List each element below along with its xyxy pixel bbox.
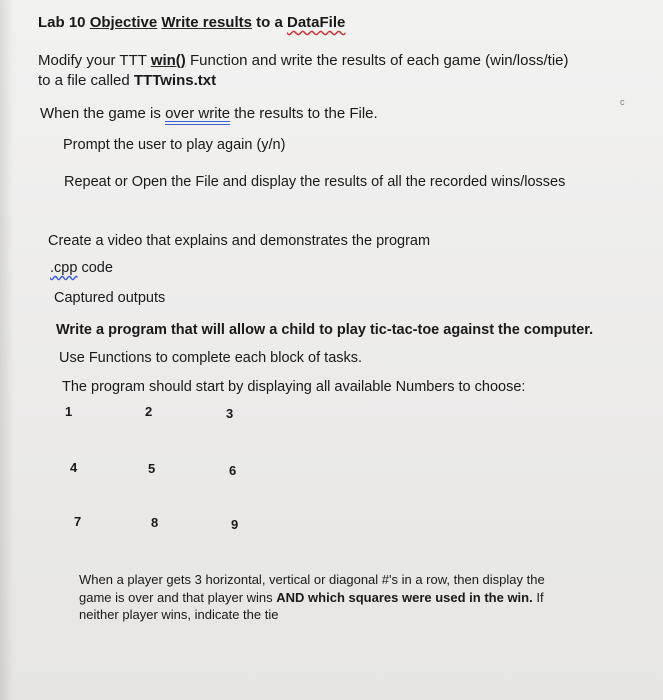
grid-number-6: 6 xyxy=(229,463,237,478)
title-write-results: Write results xyxy=(161,14,252,31)
grid-number-9: 9 xyxy=(231,517,239,532)
grid-number-1: 1 xyxy=(65,404,73,419)
use-functions-line: Use Functions to complete each block of tasks. xyxy=(59,350,363,366)
grid-number-3: 3 xyxy=(226,406,234,421)
title-objective: Objective xyxy=(89,14,158,31)
grid-number-4: 4 xyxy=(70,460,78,475)
win-function: win() xyxy=(150,52,186,69)
title-to-a: to a xyxy=(251,14,287,31)
repeat-line: Repeat or Open the File and display the results of all the recorded wins/losses xyxy=(64,174,566,190)
start-display-line: The program should start by displaying all available Numbers to choose: xyxy=(62,379,526,395)
cpp-line xyxy=(50,259,113,277)
title-prefix: Lab 10 xyxy=(38,14,90,31)
bottom-line-2c: If xyxy=(532,590,544,605)
grid-number-2: 2 xyxy=(145,404,153,419)
bottom-line-2 xyxy=(79,589,544,607)
overwrite-line xyxy=(40,105,378,123)
modify-suffix: Function and write the results of each game (win/loss/tie) xyxy=(185,52,569,69)
grid-number-7: 7 xyxy=(74,514,82,529)
captured-line: Captured outputs xyxy=(54,290,166,306)
grid-number-5: 5 xyxy=(148,461,156,476)
bottom-line-3: neither player wins, indicate the tie xyxy=(79,607,279,622)
over-write: over write xyxy=(165,105,231,122)
grid-number-8: 8 xyxy=(151,515,159,530)
prompt-line: Prompt the user to play again (y/n) xyxy=(63,137,286,153)
cpp-code: code xyxy=(77,260,113,276)
file-prefix: to a file called xyxy=(38,72,134,89)
overwrite-suffix: the results to the File. xyxy=(230,105,378,122)
file-line xyxy=(38,72,216,90)
lab-title xyxy=(38,14,345,32)
title-datafile: DataFile xyxy=(287,14,346,31)
filename: TTTwins.txt xyxy=(133,72,217,89)
modify-prefix: Modify your TTT xyxy=(38,52,151,69)
side-mark: c xyxy=(620,97,625,107)
video-line: Create a video that explains and demonstrates the program xyxy=(48,233,431,249)
bottom-line-2a: game is over and that player wins xyxy=(79,590,277,605)
write-program-line: Write a program that will allow a child to play tic-tac-toe against the computer. xyxy=(56,322,594,338)
bottom-line-1: When a player gets 3 horizontal, vertical or diagonal #'s in a row, then display the xyxy=(79,572,545,587)
bottom-line-2b: AND which squares were used in the win. xyxy=(276,590,533,605)
modify-line xyxy=(38,52,569,70)
cpp-ext: .cpp xyxy=(50,260,78,276)
overwrite-prefix: When the game is xyxy=(40,105,166,122)
page-edge-shadow xyxy=(0,0,14,700)
